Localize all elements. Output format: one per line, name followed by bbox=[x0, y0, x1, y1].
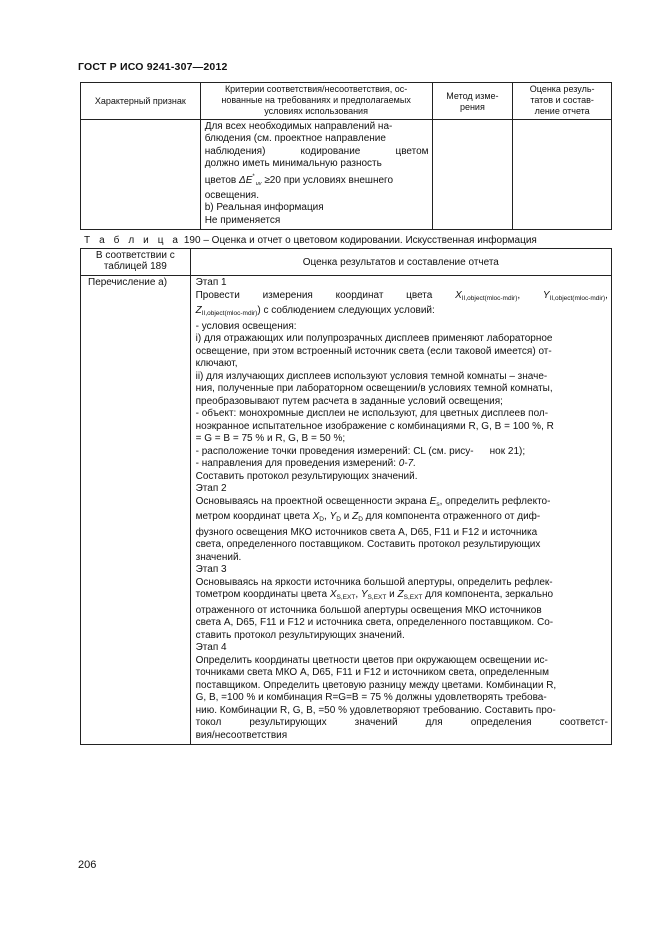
step-title: Этап 2 bbox=[195, 483, 227, 494]
table-row bbox=[81, 120, 612, 230]
col-header-assessment: Оценка резуль- татов и состав- ление отчета bbox=[513, 83, 612, 120]
col-header-assessment: Оценка результатов и составление отчета bbox=[190, 249, 611, 276]
delta-e-line: цветов $\Delta E^*_{uv} \ge 20$ при условиях внешнего bbox=[204, 173, 394, 187]
col-header-reference: В соответствии с таблицей 189 bbox=[81, 249, 191, 276]
assessment-content: Этап 1 Провести измерения координат цвета $X_{II,object(mloc-mdir)}$, $Y_{II,object(mloc-mdir)}$, $Z_{II,object(mloc-mdir)}$) с соблюдением следующих условий: - условия освещения: i) для отражающих или полупрозрачных дисплеев применяют лабораторное освещение, при этом встроенный источник света (если таковой имеется) от- ключают, ii) для излучающих дисплеев используют условия темной комнаты – значе- ния, полученные при лабораторном освещении/в условиях темной комнаты, преобразовывают путем расчета в заданные условий освещения; - объект: монохромные дисплеи не используют, для цветных дисплеев пол- ноэкранное испытательное изображение с комбинациями R, G, B = 100 %, R = G = B = 75 % и R, G, B = 50 %; - расположение точки проведения измерений: CL (см. рису- нок 21); - направления для проведения измерений: 0-7. Составить протокол результирующих значений. Этап 2 Основываясь на проектной освещенности экрана $E_s$, определить рефлекто- метром координат цвета $X_D$, $Y_D$ и $Z_D$ для компонента отраженного от диф- фузного освещения МКО источников света А, D65, F11 и F12 и источника света, определенного поставщиком. Составить протокол результирующих значений. Этап 3 Основываясь на яркости источника большой апертуры, определить рефлек- тометром координаты цвета $X_{S,EXT}$, $Y_{S,EXT}$ и $Z_{S,EXT}$ для компонента, зеркально отраженного от источника большой апертуры освещения МКО источников света А, D65, F11 и F12 и источника света, определенного поставщиком. Со- ставить протокол результирующих значений. Этап 4 Определить координаты цветности цветов при окружающем освещении ис- точниками света МКО А, D65, F11 и F12 и источником света, определенным поставщиком. Определить цветовую разницу между цветами. Комбинации R, G, B, =100 % и комбинация R=G=B = 75 % должны удовлетворять требова- нию. Комбинации R, G, B, =50 % удовлетворяют требованию. Составить про- токол результирующих значений для определения соответст- вия/несоответствия bbox=[190, 276, 611, 745]
criteria-table bbox=[80, 82, 612, 230]
table-header-row bbox=[81, 249, 612, 276]
step-title: Этап 1 bbox=[195, 277, 227, 288]
feature-cell bbox=[81, 120, 201, 230]
table-header-row bbox=[81, 83, 612, 120]
col-header-method: Метод изме- рения bbox=[432, 83, 513, 120]
col-header-feature: Характерный признак bbox=[81, 83, 201, 120]
method-cell bbox=[432, 120, 513, 230]
col-header-criteria: Критерии соответствия/несоответствия, ос- нованные на требованиях и предполагаемых условиях использования bbox=[200, 83, 432, 120]
criteria-cell: Для всех необходимых направлений на- блюдения (см. проектное направление наблюдения) кодирование цветом должно иметь минимальную разность цветов $\Delta E^*_{uv} \ge 20$ при условиях внешнего освещения. b) Реальная информация Не применяется bbox=[200, 120, 432, 230]
document-header: ГОСТ Р ИСО 9241-307—2012 bbox=[78, 61, 228, 73]
assessment-table bbox=[80, 248, 612, 745]
step-title: Этап 4 bbox=[195, 642, 227, 653]
table-caption: Т а б л и ц а 190 – Оценка и отчет о цветовом кодировании. Искусственная информация bbox=[84, 235, 537, 246]
page-number: 206 bbox=[78, 859, 97, 871]
step-title: Этап 3 bbox=[195, 564, 227, 575]
table-row bbox=[81, 276, 612, 745]
reference-cell: Перечисление а) bbox=[81, 276, 191, 745]
assessment-cell bbox=[513, 120, 612, 230]
